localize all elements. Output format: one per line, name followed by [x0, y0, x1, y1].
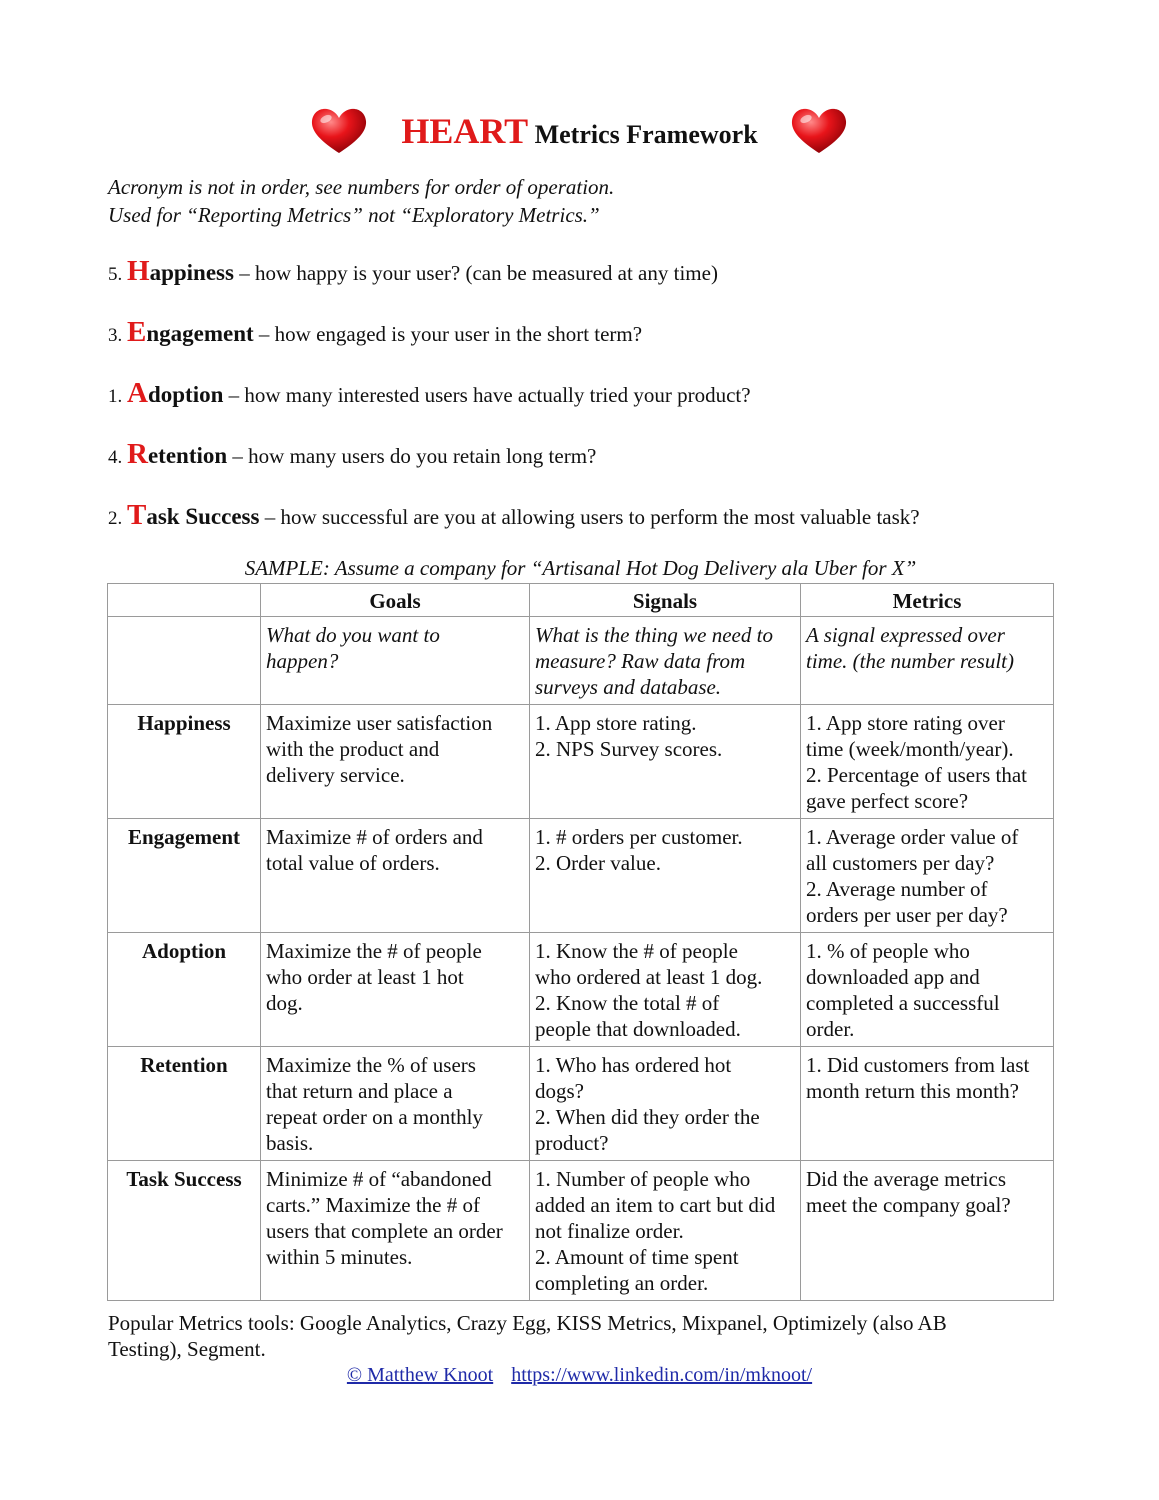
cell-line: who order at least 1 hot — [266, 965, 464, 989]
metric-task-success — [108, 499, 920, 532]
row-label: Happiness — [108, 705, 261, 819]
cell-line: 1. Who has ordered hot — [535, 1053, 732, 1077]
metric-word: ngagement — [146, 321, 254, 346]
table-header-empty — [108, 584, 261, 617]
metrics-description — [801, 617, 1054, 705]
signals-cell — [530, 1161, 801, 1301]
heart-icon — [788, 106, 850, 156]
metric-description: – how successful are you at allowing users to perform the most valuable task? — [259, 505, 920, 529]
metric-adoption — [108, 377, 751, 410]
metric-happiness — [108, 255, 718, 288]
cell-line: Did the average metrics — [806, 1167, 1006, 1191]
footer-line: Popular Metrics tools: Google Analytics, Crazy Egg, KISS Metrics, Mixpanel, Optimizely (also AB — [108, 1311, 947, 1335]
intro-line: Used for “Reporting Metrics” not “Exploratory Metrics.” — [108, 203, 600, 227]
cell-line: happen? — [266, 649, 339, 673]
metrics-cell — [801, 933, 1054, 1047]
intro-line: Acronym is not in order, see numbers for order of operation. — [108, 175, 615, 199]
cell-line: within 5 minutes. — [266, 1245, 413, 1269]
cell-line: 2. NPS Survey scores. — [535, 737, 723, 761]
cell-line: dogs? — [535, 1079, 584, 1103]
metric-number: 5. — [108, 264, 127, 285]
cell-line: people that downloaded. — [535, 1017, 741, 1041]
cell-line: with the product and — [266, 737, 440, 761]
metric-description: – how engaged is your user in the short term? — [253, 322, 643, 346]
cell-line: 2. Know the total # of — [535, 991, 720, 1015]
metric-word: doption — [147, 382, 224, 407]
footer-tools — [108, 1310, 1053, 1362]
cell-line: 1. % of people who — [806, 939, 970, 963]
title-rest: Metrics Framework — [528, 120, 758, 149]
metric-number: 3. — [108, 325, 127, 346]
metric-letter: T — [127, 499, 147, 531]
row-label: Engagement — [108, 819, 261, 933]
signals-cell — [530, 819, 801, 933]
table-row — [108, 819, 1054, 933]
table-header-signals: Signals — [530, 584, 801, 617]
metric-letter: A — [127, 377, 148, 409]
row-label: Retention — [108, 1047, 261, 1161]
goals-cell — [261, 933, 530, 1047]
cell-line: Maximize # of orders and — [266, 825, 483, 849]
cell-line: meet the company goal? — [806, 1193, 1011, 1217]
metric-description: – how happy is your user? (can be measured at any time) — [233, 261, 718, 285]
metrics-cell — [801, 1047, 1054, 1161]
cell-line: repeat order on a monthly — [266, 1105, 483, 1129]
cell-line: 2. Average number of — [806, 877, 988, 901]
table-header-row — [108, 584, 1054, 617]
table-header-metrics: Metrics — [801, 584, 1054, 617]
metric-engagement — [108, 316, 642, 349]
table-row — [108, 933, 1054, 1047]
cell-line: added an item to cart but did — [535, 1193, 776, 1217]
cell-line: who ordered at least 1 dog. — [535, 965, 763, 989]
goals-description — [261, 617, 530, 705]
signals-description — [530, 617, 801, 705]
intro-text — [108, 173, 614, 229]
cell-line: completed a successful — [806, 991, 1000, 1015]
goals-cell — [261, 1161, 530, 1301]
cell-line: 1. Number of people who — [535, 1167, 751, 1191]
metric-number: 4. — [108, 447, 127, 468]
credits — [0, 1364, 1159, 1387]
linkedin-link[interactable]: https://www.linkedin.com/in/mknoot/ — [511, 1364, 813, 1386]
cell-line: Maximize the # of people — [266, 939, 482, 963]
metric-retention — [108, 438, 596, 471]
table-header-goals: Goals — [261, 584, 530, 617]
cell-line: Maximize the % of users — [266, 1053, 476, 1077]
metric-number: 1. — [108, 386, 127, 407]
signals-cell — [530, 1047, 801, 1161]
metrics-cell — [801, 819, 1054, 933]
cell-line: 1. Did customers from last — [806, 1053, 1030, 1077]
cell-line: gave perfect score? — [806, 789, 969, 813]
cell-line: What do you want to — [266, 623, 440, 647]
cell-line: measure? Raw data from — [535, 649, 746, 673]
table-row — [108, 1161, 1054, 1301]
table-row — [108, 705, 1054, 819]
table-row — [108, 1047, 1054, 1161]
cell-line: carts.” Maximize the # of — [266, 1193, 480, 1217]
cell-line: Maximize user satisfaction — [266, 711, 493, 735]
cell-line: 1. Know the # of people — [535, 939, 738, 963]
cell-line: order. — [806, 1017, 855, 1041]
cell-line: 2. Order value. — [535, 851, 661, 875]
row-label: Adoption — [108, 933, 261, 1047]
signals-cell — [530, 705, 801, 819]
metric-letter: E — [127, 316, 147, 348]
metric-word: appiness — [149, 260, 234, 285]
cell-line: 2. Amount of time spent — [535, 1245, 739, 1269]
cell-line: surveys and database. — [535, 675, 722, 699]
cell-line: 1. App store rating. — [535, 711, 697, 735]
cell-line: total value of orders. — [266, 851, 440, 875]
metrics-cell — [801, 705, 1054, 819]
cell-line: month return this month? — [806, 1079, 1019, 1103]
cell-line: not finalize order. — [535, 1219, 684, 1243]
table-description-row — [108, 617, 1054, 705]
goals-cell — [261, 819, 530, 933]
cell-line: What is the thing we need to — [535, 623, 773, 647]
cell-line: product? — [535, 1131, 609, 1155]
title-row — [0, 106, 1159, 162]
cell-line: all customers per day? — [806, 851, 995, 875]
cell-line: 1. App store rating over — [806, 711, 1005, 735]
cell-line: basis. — [266, 1131, 314, 1155]
cell-line: 2. Percentage of users that — [806, 763, 1028, 787]
metric-word: etention — [147, 443, 228, 468]
row-label: Task Success — [108, 1161, 261, 1301]
table-caption: SAMPLE: Assume a company for “Artisanal Hot Dog Delivery ala Uber for X” — [244, 556, 917, 580]
metric-word: ask Success — [146, 504, 260, 529]
metric-description: – how many users do you retain long term? — [227, 444, 597, 468]
cell-line: that return and place a — [266, 1079, 453, 1103]
cell-line: time. (the number result) — [806, 649, 1015, 673]
metric-letter: R — [127, 438, 148, 470]
cell-line: delivery service. — [266, 763, 405, 787]
metric-number: 2. — [108, 508, 127, 529]
signals-cell — [530, 933, 801, 1047]
cell-line: 1. Average order value of — [806, 825, 1019, 849]
metrics-cell — [801, 1161, 1054, 1301]
page-title — [0, 110, 1159, 152]
title-acronym: HEART — [401, 111, 529, 151]
cell-line: users that complete an order — [266, 1219, 503, 1243]
cell-line: downloaded app and — [806, 965, 980, 989]
metric-letter: H — [127, 255, 150, 287]
cell-line: time (week/month/year). — [806, 737, 1014, 761]
cell-line: dog. — [266, 991, 303, 1015]
cell-line: A signal expressed over — [806, 623, 1005, 647]
metric-description: – how many interested users have actually tried your product? — [223, 383, 751, 407]
cell-line: Minimize # of “abandoned — [266, 1167, 492, 1191]
cell-line: completing an order. — [535, 1271, 709, 1295]
table-cell-empty — [108, 617, 261, 705]
heart-sample-table — [107, 583, 1054, 1301]
goals-cell — [261, 1047, 530, 1161]
goals-cell — [261, 705, 530, 819]
cell-line: 1. # orders per customer. — [535, 825, 743, 849]
cell-line: 2. When did they order the — [535, 1105, 760, 1129]
footer-line: Testing), Segment. — [108, 1337, 266, 1361]
cell-line: orders per user per day? — [806, 903, 1008, 927]
author-link[interactable]: © Matthew Knoot — [346, 1364, 494, 1386]
